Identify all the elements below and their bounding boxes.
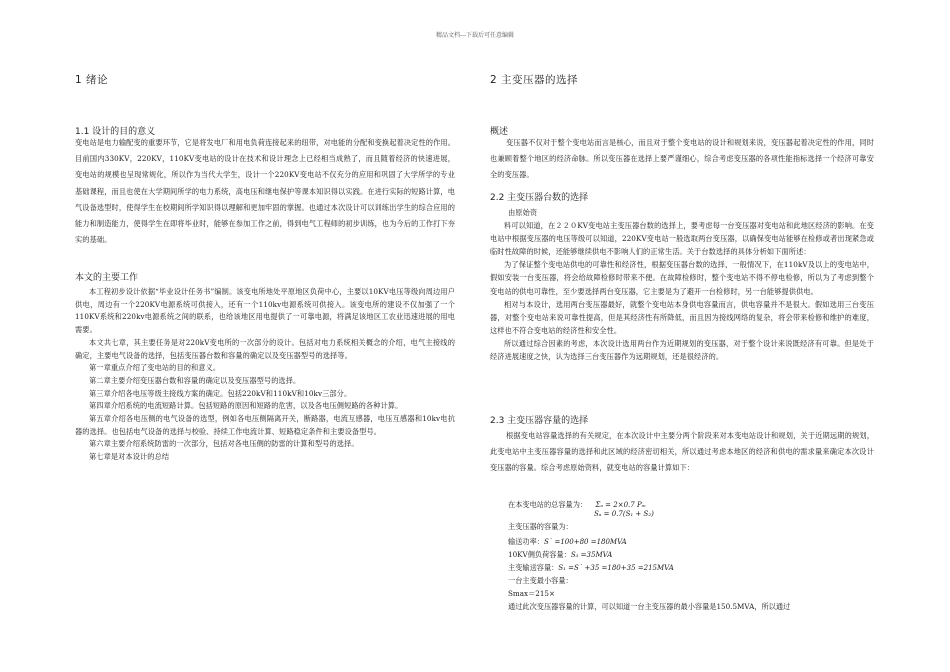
section-2-3-title: 2.3 主变压器容量的选择	[490, 416, 589, 426]
total-capacity-label: 在本变电站的总容量为：	[508, 500, 588, 509]
total-capacity-formula-2: Sₐ = 0.7(S₁ + S₂)	[594, 510, 654, 518]
transmission-formula: S˙ =100+80 =180MVA	[543, 538, 627, 546]
main-work-paragraph: 本工程初步设计依据“毕业设计任务书”编制。该变电所地处平原地区负荷中心，主要以10KV电压等级向周边用户供电，周边有一个220KV电源系统可供接入，还有一个110kv电源系统可供接入。该变电所的建设不仅加强了一个110KV系统和220kv电源系统之间的联系，也给该地区用电提供了一可靠电源，将满足该地区工农业迅速进展的用电需要。	[75, 287, 455, 335]
load-10kv-row	[508, 550, 612, 560]
transmission-row	[508, 537, 627, 547]
overview-title: 概述	[490, 127, 509, 137]
main-transmit-formula: S₁ =S˙ +35 =180+35 =215MVA	[558, 564, 674, 572]
overview-body: 变压器不仅对于整个变电站而言是核心，而且对于整个变电站的设计和规划来说，变压器起着决定性的作用，同时也兼顾着整个地区的经济命脉。所以变压器在选择上要严谨细心，综合考虑变压器的各项性能指标选择一个经济可靠安全的变压器。	[490, 138, 874, 180]
main-work-paragraph: 第四章介绍系统的电流短路计算。包括短路的原因和短路的危害，以及各电压侧短路的各种计算。	[89, 401, 403, 411]
page-header: 精品文档---下载后可任意编辑	[435, 32, 515, 39]
section-2-3-body: 根据变电站容量选择的有关规定，在本次设计中主要分两个阶段来对本变电站设计和规划，关于近期远期的规划，此变电站中主变压器容量的选择和此区域的经济密切相关，所以通过考虑本地区的经济和供电的需求量来确定本次设计变压器的容量。综合考虑原始资料，就变电站的容量计算如下：	[490, 431, 874, 473]
smax-value: Smax＝215×	[508, 589, 556, 598]
section-2-2-paragraph: 料可以知道，在２２０KV变电站主变压器台数的选择上，要考虑每一台变压器对变电站和此地区经济的影响。在变电站中根据变压器的电压等级可以知道，220KV变电站一般选取两台变压器，以确保变电站能够在检修或者出现紧急或临时性故障的时候，还能够继续供电不影响人们的正常生活。关于台数选择的具体分析如下面所述：	[490, 221, 874, 257]
one-main-min-label: 一台主变最小容量：	[508, 576, 573, 585]
main-transmit-row	[508, 563, 674, 573]
main-work-title: 本文的主要工作	[75, 273, 139, 283]
main-work-paragraph: 第二章主要介绍变压器台数和容量的确定以及变压器型号的选择。	[89, 375, 301, 385]
closing-text: 通过此次变压器容量的计算，可以知道一台主变压器的最小容量是150.5MVA，所以通过	[508, 602, 791, 611]
main-work-paragraph: 第六章主要介绍系统防雷的一次部分，包括对各电压侧的防雷的计算和型号的选择。	[89, 439, 359, 449]
main-work-paragraph: 第三章介绍各电压等级主接线方案的确定。包括220kV和110kV和10kv三部分。	[89, 388, 352, 398]
total-capacity-formula: Σₐ = 2×0.7 Pₘ	[595, 501, 646, 509]
section-1-1-body: 变电站是电力输配变的重要环节，它是将发电厂和用电负荷连接起来的纽带，对电能的分配和变换起着决定性的作用。目前国内330KV，220KV，110KV变电站的设计在技术和设计理念上已经相当成熟了，而且随着经济的快速进展，变电站的规模也呈现常规化，所以作为当代大学生，设计一个220KV变电站不仅充分的应用和巩固了大学所学的专业基础课程，而且也使在大学期间所学的电力系统，高电压和继电保护等课本知识得以实践。在进行实际的短路计算，电气设备选型时，使得学生在校期间所学知识得以理解和更加牢固的掌握。也通过本次设计可以训练出学生的综合应用的能力和制造能力，使得学生在即将毕业时，能够在参加工作之前，得到电气工程师的初步训练，也为今后的工作打下夯实的基础。	[75, 138, 455, 245]
transmission-label: 输送功率：	[508, 537, 544, 546]
main-work-paragraph: 第五章介绍各电压侧的电气设备的选型，例如各电压侧隔离开关，断路器，电流互感器，电压互感器和10kv电抗器的选择。也包括电气设备的选择与校验、持续工作电流计算、短路稳定条件和主要设备型号。	[75, 414, 455, 436]
total-capacity-row	[508, 500, 646, 510]
main-capacity-label: 主变压器的容量为：	[508, 522, 573, 531]
section-2-2-title: 2.2 主变压器台数的选择	[490, 193, 589, 203]
section-2-2-paragraph: 相对与本设计，选用两台变压器最好，就整个变电站本身供电容量而言，供电容量并不是很大。假如选用三台变压器，对整个变电站来说可靠性提高，但是其经济性有所降低，而且因为接线网络的复杂，将会带来检修和维护的难度，这样也不符合变电站的经济性和安全性。	[490, 299, 874, 335]
section-2-2-paragraph: 所以通过综合因素的考虑，本次设计选用两台作为近期规划的变压器，对于整个设计来说既经济有可靠。但是处于经济进展速度之快，认为选择三台变压器作为远期规划，还是很经济的。	[490, 338, 874, 362]
load-10kv-formula: S₃ =35MVA	[570, 551, 613, 559]
main-work-paragraph: 第一章重点介绍了变电站的目的和意义。	[89, 363, 221, 373]
main-work-body	[75, 286, 455, 464]
main-work-paragraph: 本文共七章，其主要任务是对220kV变电所的一次部分的设计。包括对电力系统相关概念的介绍，电气主接线的确定，主要电气设备的选择，包括变压器台数和容量的确定以及变压器型号的选择等。	[75, 337, 455, 360]
section-1-1-title: 1.1 设计的目的意义	[75, 127, 156, 137]
section-2-2-paragraph: 由原始资	[508, 208, 538, 217]
chapter-2-title: 2 主变压器的选择	[490, 74, 579, 86]
main-work-paragraph: 第七章是对本设计的总结	[89, 452, 170, 462]
chapter-1-title: 1 绪论	[75, 74, 109, 86]
section-2-2-paragraph: 为了保证整个变电站供电的可靠性和经济性，根据变压器台数的选择，一般情况下，在110kV及以上的变电站中，假如安装一台变压器，将会给故障检修时带来不便。在故障检修时，整个变电站不得不停电检修，所以为了考虑到整个变电站的供电可靠性，至少要选择两台变压器，它主要是为了避开一台检修时，另一台能够提供供电。	[490, 260, 874, 296]
load-10kv-label: 10KV侧负荷容量：	[508, 550, 571, 559]
main-transmit-label: 主变输送容量：	[508, 563, 559, 572]
section-2-2-body	[490, 206, 874, 363]
